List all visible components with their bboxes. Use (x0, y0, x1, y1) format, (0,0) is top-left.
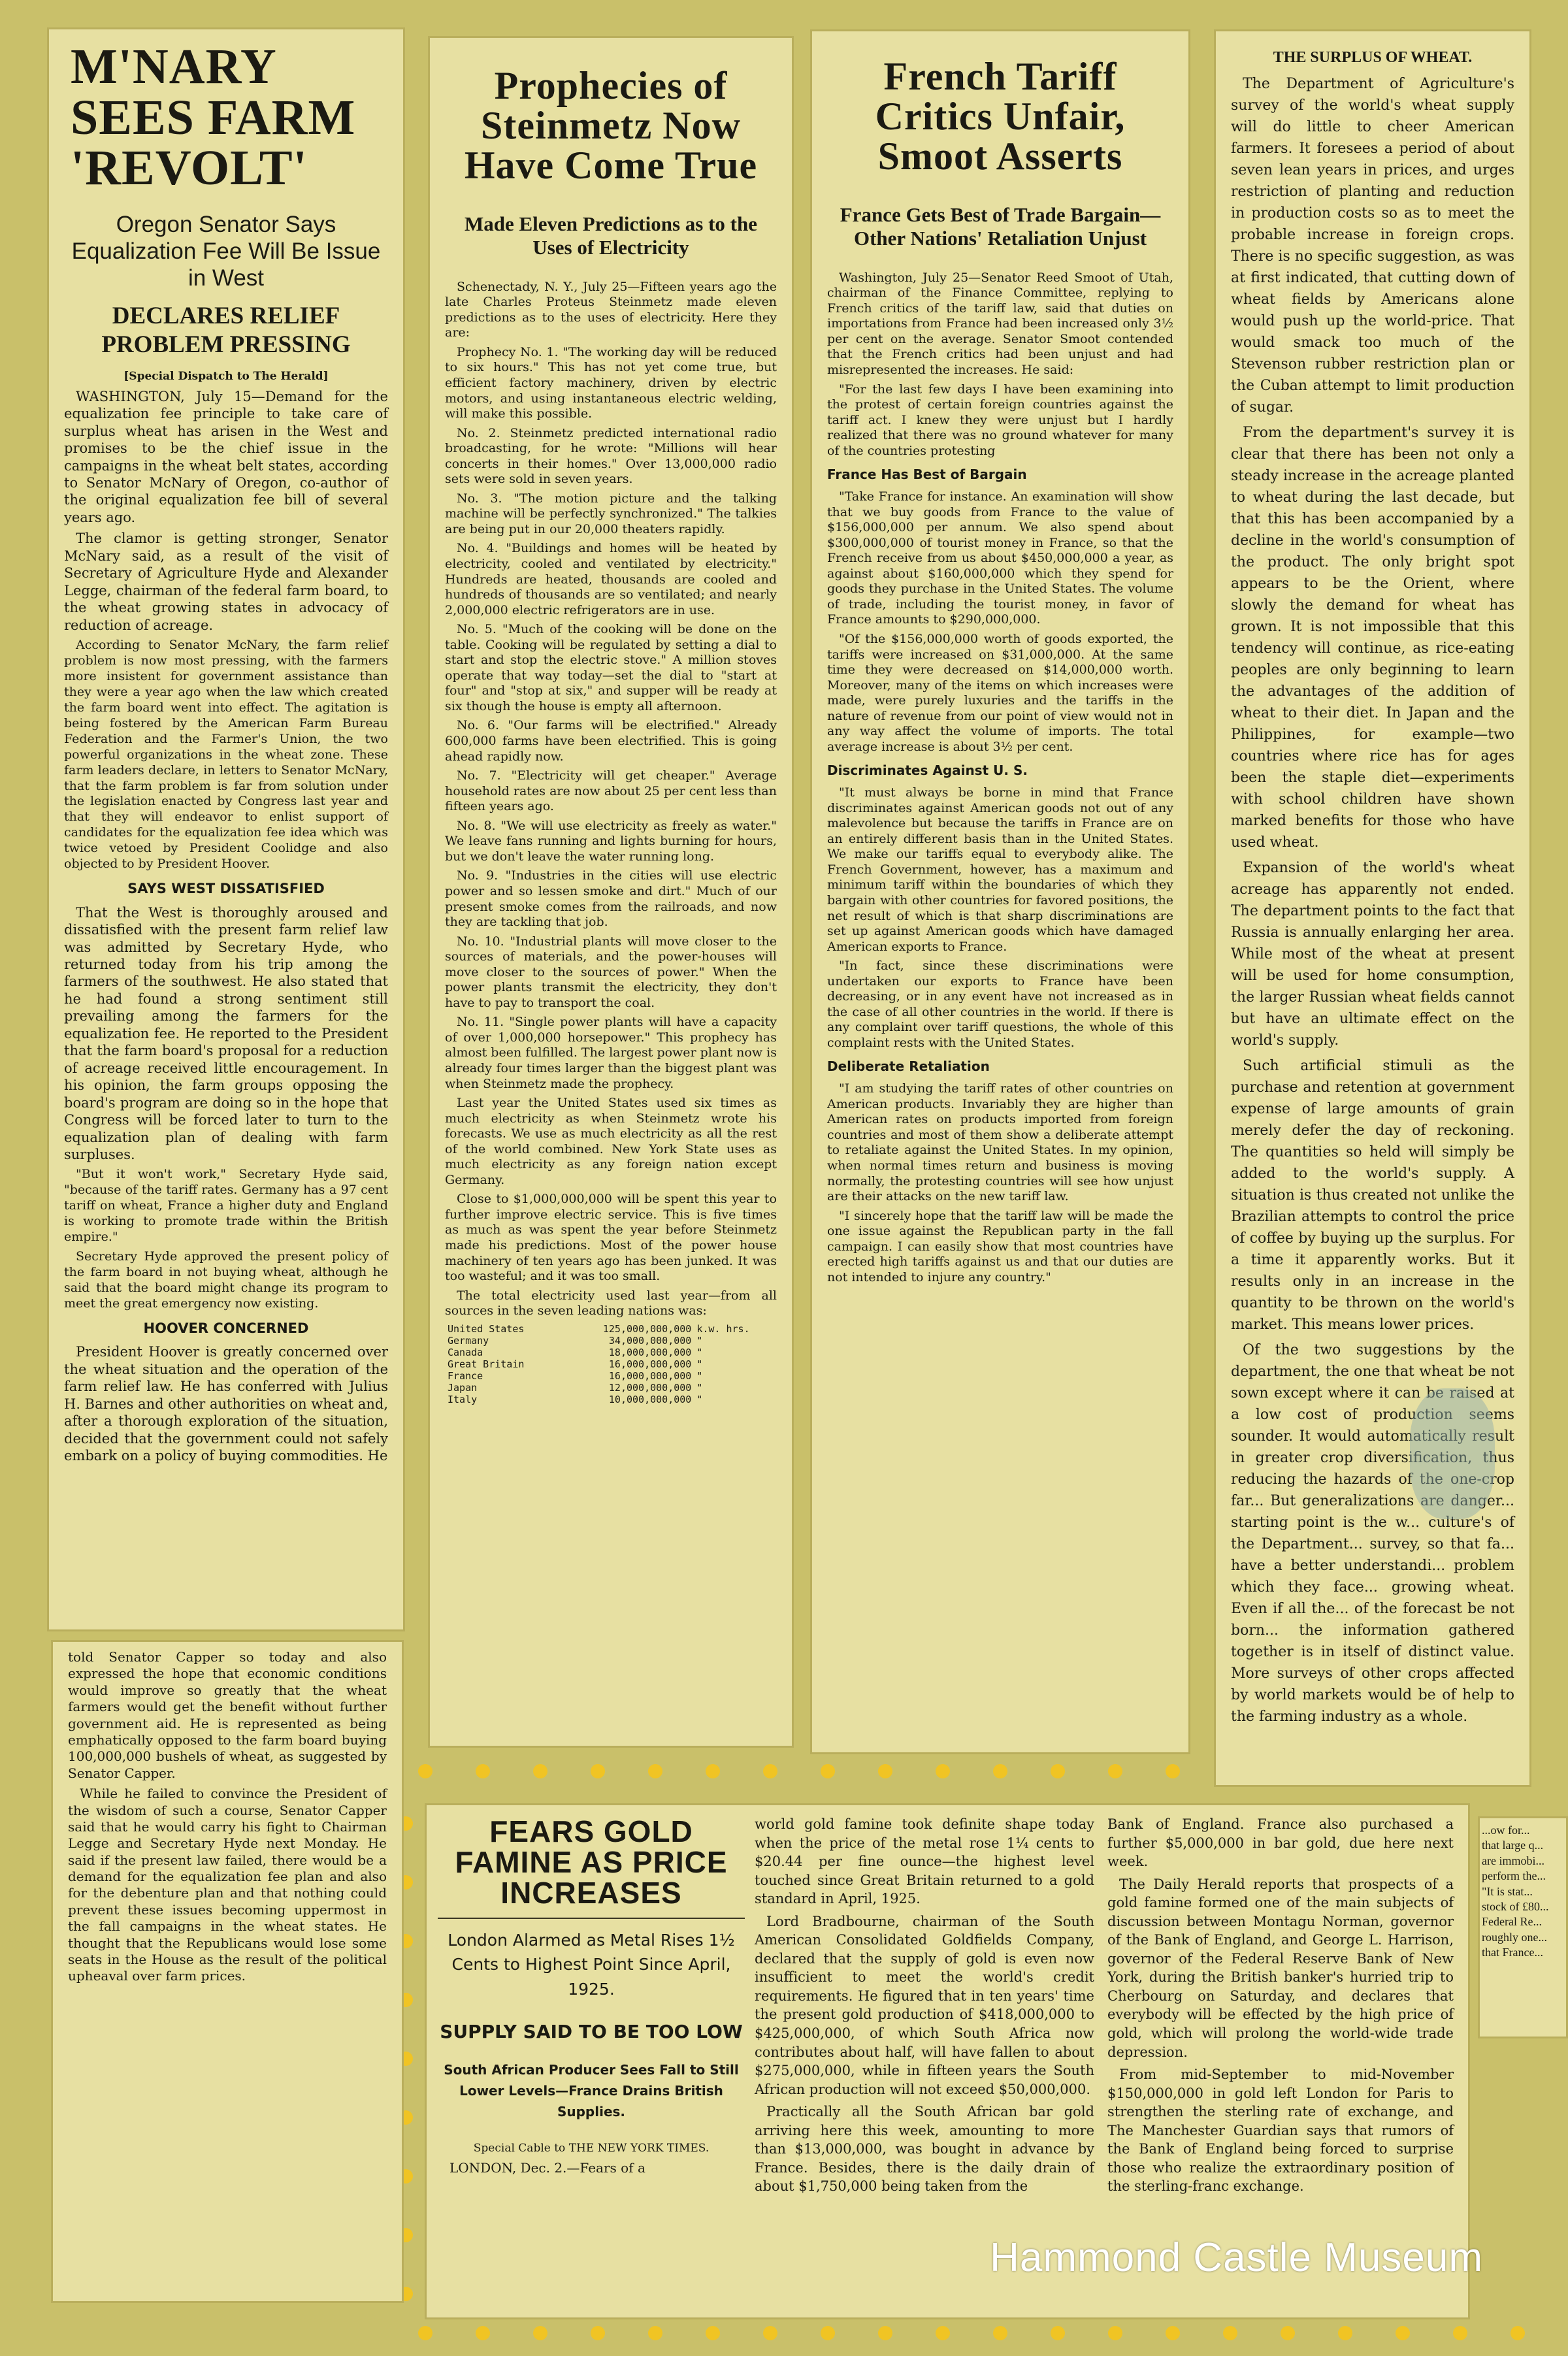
decorative-dot (1223, 2326, 1237, 2340)
paragraph: Close to $1,000,000,000 will be spent this year to further improve electric service. This is five times as much as was spent the year before Steinmetz made his predictions. Most of the power house machinery of ten years ago has been junked. It was too wasteful; and it was too small. (445, 1192, 777, 1284)
electricity-table (445, 1323, 777, 1405)
paragraph: No. 10. "Industrial plants will move closer to the sources of materials, and the power-houses will move closer to the sources of power." When the power plants transmit the electricity, they don't have to pay to transport the coal. (445, 934, 777, 1010)
paragraph: Bank of England. France also purchased a further $5,000,000 in bar gold, due here next week. (1107, 1816, 1454, 1870)
fragment-line: that France... (1482, 1946, 1543, 1959)
paragraph: No. 5. "Much of the cooking will be done on the table. Cooking will be regulated by setting a dial to start and stop the electric stove." A million stoves operate that way today—set the dial to "start at four" and "stop at six," and supper will be ready at six though the house is empty all afternoon. (445, 622, 777, 713)
decorative-dot (476, 1764, 490, 1778)
paragraph: "Take France for instance. An examination will show that we buy goods from France to the value of $156,000,000 per annum. We also spend about $300,000,000 of tourist money in France, so that the French receive from us about $450,000,000 a year, as against about $160,000,000 which they spend for goods they purchase in the United States. The volume of trade, including the tourist money, in favor of France amounts to $290,000,000. (827, 489, 1173, 627)
paragraph: "It must always be borne in mind that France discriminates against American goods not out of any malevolence but because the tariffs in France are on an entirely different basis than in the United States. We make our tariffs equal to everybody alike. The French Government, however, has a maximum and minimum tariff within the boundaries of which they bargain with other countries for favored positions, the net result of which is that sharp discriminations are set up against American goods which have damaged American exports to France. (827, 785, 1173, 954)
paragraph: Schenectady, N. Y., July 25—Fifteen years ago the late Charles Proteus Steinmetz made eleven predictions as to the uses of electricity. Here they are: (445, 279, 777, 340)
table-row: France 16,000,000,000 " (448, 1369, 703, 1382)
decorative-dot (1396, 2326, 1410, 2340)
paragraph: President Hoover is greatly concerned over the wheat situation and the operation of the farm relief law. He has conferred with Julius H. Barnes and other authorities on wheat and, after a thorough exploration of the situation, decided that the government could not safely embark on a policy of buying commodities. He (64, 1344, 388, 1464)
paragraph: No. 11. "Single power plants will have a capacity of over 1,000,000 horsepower." This prophecy has almost been fulfilled. The largest power plant now is already four times larger than the biggest plant was when Steinmetz made the prophecy. (445, 1015, 777, 1091)
paragraph: Practically all the South African bar gold arriving here this week, amounting to more than $13,000,000, was bought in advance by France. Besides, there is the daily drain of about $1,750,000 being taken from the (755, 2104, 1094, 2195)
paragraph: "In fact, since these discriminations were undertaken our exports to France have been decreasing, or in any event have not increased as in the case of all other countries in the world. If there is any complaint over tariff questions, the whole of this complaint rests with the United States. (827, 958, 1173, 1050)
fragment-line: are immobi... (1482, 1854, 1544, 1867)
article-steinmetz (428, 36, 794, 1748)
decorative-dot (821, 2326, 835, 2340)
decorative-dot (1051, 1764, 1065, 1778)
table-row: Japan 12,000,000,000 " (448, 1381, 703, 1394)
paragraph: No. 8. "We will use electricity as freely as water." We leave fans running and lights burning for hours, but we don't leave the water running long. (445, 818, 777, 864)
paragraph: "Of the $156,000,000 worth of goods exported, the tariffs were increased on $31,000,000. At the same time they were decreased on $14,000,000 worth. Moreover, many of the items on which increases were made, were purely luxuries and the tariffs in the nature of revenue from our point of view would not in any way affect the volume of imports. The total average increase is about 3½ per cent. (827, 632, 1173, 754)
section-heading: HOOVER CONCERNED (143, 1320, 309, 1336)
deck: France Gets Best of Trade Bargain—Other Nations' Retaliation Unjust (840, 203, 1161, 250)
paragraph: From mid-September to mid-November $150,000,000 in gold left London for Paris to strengthen the sterling rate of exchange, and The Manchester Guardian says that rumors of the Bank of England being forced to surprise those who realize the extraordinary position of the sterling-franc exchange. (1107, 2067, 1454, 2195)
paragraph: "For the last few days I have been examining into the protest of certain foreign countries against the tariff act. I knew they were unjust but I hardly realized that there was no ground whatever for many of the countries protesting (827, 382, 1173, 458)
deck-3: South African Producer Sees Fall to Still Lower Levels—France Drains British Supplies. (444, 2062, 739, 2120)
decorative-dot (648, 1764, 662, 1778)
section-heading: France Has Best of Bargain (827, 466, 1027, 483)
decorative-dot (533, 2326, 547, 2340)
article-wheat (1214, 29, 1531, 1787)
fragment-line: "It is stat... (1482, 1884, 1533, 1898)
decorative-dot (1281, 2326, 1295, 2340)
fragment-line: stock of £80... (1482, 1899, 1549, 1913)
article-mcnary-continued (51, 1640, 404, 2303)
headline: THE SURPLUS OF WHEAT. (1273, 49, 1473, 66)
watermark: Hammond Castle Museum (990, 2235, 1483, 2280)
paragraph: No. 2. Steinmetz predicted international radio broadcasting, for he wrote: "Millions will hear concerts in their homes." Over 13,000,000 radio sets were sold in seven years. (445, 425, 777, 487)
subhead: DECLARES RELIEF PROBLEM PRESSING (101, 303, 351, 359)
paragraph: From the department's survey it is clear that there has been not only a steady increase in the acreage planted to wheat during the last decade, but that this has been accompanied by a decline in the world's consumption of the product. The only bright spot appears to be the Orient, where slowly the demand for wheat has grown. It is not impossible that this tendency will continue, as rice-eating peoples are only beginning to learn the advantages of the addition of wheat to their diet. In Japan and the Philippines, for example—two countries where rice has for ages been the staple diet—experiments with school children have shown marked benefits for those who have used wheat. (1231, 425, 1514, 851)
water-stain (1410, 1388, 1495, 1519)
deck: Made Eleven Predictions as to the Uses of Electricity (464, 212, 758, 259)
table-row: Italy 10,000,000,000 " (448, 1393, 703, 1405)
decorative-dot (878, 1764, 892, 1778)
decorative-dot (1166, 2326, 1180, 2340)
decorative-dot (993, 2326, 1007, 2340)
paragraph: No. 4. "Buildings and homes will be heated by electricity, cooled and ventilated by electricity." Hundreds are heated, thousands are cooled and hundreds of thousands are so ventilated; and nearly 2,000,000 electric refrigerators are in use. (445, 541, 777, 617)
headline: Prophecies of Steinmetz Now Have Come True (464, 64, 758, 188)
paragraph: While he failed to convince the President of the wisdom of such a course, Senator Capper said that he would carry his fight to Chairman Legge and Secretary Hyde next Monday. He said if the present law failed, there would be a demand for the equalization fee plan and also for the debenture plan and that nothing could prevent these issues becoming uppermost in the fall campaigns in the wheat states. He thought that the Republicans would lose some seats in the House as the result of the political upheaval over farm prices. (68, 1786, 387, 1984)
paragraph: told Senator Capper so today and also expressed the hope that economic conditions would improve so greatly that the wheat farmers would get the benefit without further government aid. He is represented as being emphatically opposed to the farm board buying 100,000,000 bushels of wheat, as suggested by Senator Capper. (68, 1649, 387, 1781)
headline: FEARS GOLD FAMINE AS PRICE INCREASES (438, 1816, 745, 1919)
paragraph: No. 6. "Our farms will be electrified." Already 600,000 farms have been electrified. This is going ahead rapidly now. (445, 718, 777, 764)
fragment-line: roughly one... (1482, 1930, 1547, 1944)
decorative-dot (763, 2326, 777, 2340)
section-heading: Deliberate Retaliation (827, 1058, 990, 1075)
paragraph: The Daily Herald reports that prospects of a gold famine formed one of the main subjects of discussion between Montagu Norman, governor of the Bank of England, and George L. Harrison, governor of the Federal Reserve Bank of New York, during the British banker's hurried trip to Cherbourg on Saturday, and declares that everybody will be effected by the high price of gold, which will prolong the world-wide trade depression. (1107, 1876, 1454, 2060)
table-row: Great Britain 16,000,000,000 " (448, 1358, 703, 1370)
dispatch-line: [Special Dispatch to The Herald] (123, 369, 329, 383)
article-fragment (1478, 1816, 1568, 2038)
decorative-dot (821, 1764, 835, 1778)
paragraph: "I am studying the tariff rates of other countries on American products. Invariably they are higher than American rates on products imported from foreign countries and most of them show a deliberate attempt to retaliate against the United States. In my opinion, when normal times return and business is moving normally, the protesting countries will see how unjust are their attacks on the new tariff law. (827, 1081, 1173, 1204)
paragraph: Expansion of the world's wheat acreage has apparently not ended. The department points to the fact that Russia is annually enlarging her area. While most of the wheat at present will be used for home consumption, the larger Russian wheat fields cannot but have an ultimate effect on the world's supply. (1231, 860, 1514, 1049)
paragraph: The clamor is getting stronger, Senator McNary said, as a result of the visit of Secretary of Agriculture Hyde and Alexander Legge, chairman of the federal farm board, to the wheat growing states in advocacy of reduction of acreage. (64, 531, 388, 633)
fragment-line: ...ow for... (1482, 1824, 1530, 1837)
decorative-dot (591, 2326, 605, 2340)
paragraph: Last year the United States used six times as much electricity as when Steinmetz wrote his forecasts. We use as much electricity as all the rest of the world combined. New York State uses as much electricity as any foreign nation except Germany. (445, 1096, 777, 1187)
decorative-dot (1166, 1764, 1180, 1778)
paragraph: According to Senator McNary, the farm relief problem is now most pressing, with the farmers more insistent for government assistance than they were a year ago when the law which created the farm board went into effect. The agitation is being fostered by the American Farm Bureau Federation and the Farmer's Union, the two powerful organizations in the wheat zone. These farm leaders declare, in letters to Senator McNary, that the farm problem is far from solution under the legislation enacted by Congress last year and that they will endeavor to enlist support of candidates for the equalization fee idea which was twice vetoed by President Coolidge and also objected to by President Hoover. (64, 638, 388, 872)
paragraph: Prophecy No. 1. "The working day will be reduced to six hours." This has not yet come true, but efficient factory machinery, driven by electric motors, and using instantaneous electric welding, will make this possible. (445, 344, 777, 421)
decorative-dot (418, 2326, 433, 2340)
paragraph: Lord Bradbourne, chairman of the South American Consolidated Goldfields Company, declared that the supply of gold is even now insufficient to meet the world's credit requirements. He figured that in ten years' time the present gold production of $418,000,000 to $425,000,000, of which South Africa now contributes about half, will have fallen to about $275,000,000, while in fifteen years the South African production will not exceed $50,000,000. (755, 1913, 1094, 2097)
deck: Oregon Senator Says Equalization Fee Will Be Issue in West (71, 211, 381, 291)
section-heading: Discriminates Against U. S. (827, 762, 1028, 779)
decorative-dot (1453, 2326, 1467, 2340)
fragment-line: that large q... (1482, 1839, 1544, 1852)
decorative-dot (993, 1764, 1007, 1778)
article-smoot (810, 29, 1190, 1754)
headline: French Tariff Critics Unfair, Smoot Asserts (875, 55, 1126, 178)
paragraph: No. 9. "Industries in the cities will use electric power and so lessen smoke and dirt." Much of our present smoke comes from the railroads, and now they are tackling that job. (445, 868, 777, 930)
decorative-dot (936, 2326, 950, 2340)
decorative-dot (476, 2326, 490, 2340)
paragraph: Of the two suggestions by the department, the one that wheat be not sown except where it can be raised at a low cost of production seems sounder. It would automatically result in greater crop diversification, thus reducing the hazards of the one-crop far... But generalizations are danger... starting point is the w... culture's of the Department... survey, so that fa... have a better understandi... problem which they face... growing wheat. Even if all the... of the forecast be not born... the information gathered together is in itself of distinct value. More surveys of other crops affected by world markets would be of help to the farming industry as a whole. (1231, 1342, 1514, 1725)
table-row: Canada 18,000,000,000 " (448, 1346, 703, 1358)
decorative-dot (1511, 2326, 1525, 2340)
paragraph: LONDON, Dec. 2.—Fears of a (449, 2160, 645, 2176)
paragraph: No. 7. "Electricity will get cheaper." Average household rates are now about 25 per cent less than fifteen years ago. (445, 768, 777, 814)
decorative-dot (1108, 1764, 1122, 1778)
paragraph: The total electricity used last year—from all sources in the seven leading nations was: (445, 1288, 777, 1318)
decorative-dot (706, 1764, 720, 1778)
section-heading: SAYS WEST DISSATISFIED (127, 881, 325, 897)
fragment-line: Federal Re... (1482, 1915, 1542, 1929)
decorative-dot (591, 1764, 605, 1778)
decorative-dot (1051, 2326, 1065, 2340)
decorative-dot (1338, 2326, 1352, 2340)
decorative-dot (763, 1764, 777, 1778)
decorative-dot (1108, 2326, 1122, 2340)
decorative-dot (648, 2326, 662, 2340)
fragment-line: perform the... (1482, 1869, 1546, 1883)
paragraph: Secretary Hyde approved the present policy of the farm board in not buying wheat, although he said that the board might change its program to meet the great emergency now existing. (64, 1249, 388, 1311)
decorative-dot (533, 1764, 547, 1778)
deck-1: London Alarmed as Metal Rises 1½ Cents to Highest Point Since April, 1925. (448, 1930, 735, 1999)
table-row: Germany 34,000,000,000 " (448, 1334, 703, 1347)
headline: M'NARY SEES FARM 'REVOLT' (71, 39, 356, 196)
paragraph: world gold famine took definite shape today when the price of the metal rose 1¼ cents to $20.44 per fine ounce—the highest level touched since Great Britain returned to a gold standard in April, 1925. (755, 1816, 1094, 1907)
paragraph: WASHINGTON, July 15—Demand for the equalization fee principle to take care of surplus wheat has arisen in the West and promises to be the chief issue in the campaigns in the wheat belt states, according to Senator McNary of Oregon, co-author of the original equalization fee bill of several years ago. (64, 388, 388, 525)
deck-2: SUPPLY SAID TO BE TOO LOW (440, 2021, 743, 2043)
paragraph: That the West is thoroughly aroused and dissatisfied with the present farm relief law was admitted by Secretary Hyde, who returned today from his trip among the farmers of the southwest. He also stated that he had found a strong sentiment still prevailing among the farmers for the equalization fee. He reported to the President that the farm board's proposal for a reduction of acreage received little encouragement. In his opinion, the farm groups opposing the board's program are doing so in the hope that Congress will be forced later to turn to the equalization plan of dealing with farm surpluses. (64, 904, 388, 1162)
paragraph: "I sincerely hope that the tariff law will be made the one issue against the Republican party in the fall campaign. I can easily show that most countries have erected high tariffs against us and that our duties are not intended to injure any country." (827, 1208, 1173, 1284)
decorative-dot (418, 1764, 433, 1778)
paragraph: Washington, July 25—Senator Reed Smoot of Utah, chairman of the Finance Committee, replying to French critics of the tariff law, said that duties on importations from France had been increased only 3½ per cent on the average. Senator Smoot contended that the French critics had been unjust and had misrepresented the increases. He said: (827, 270, 1173, 377)
article-mcnary (47, 27, 405, 1631)
dispatch-line: Special Cable to THE NEW YORK TIMES. (473, 2142, 710, 2155)
paragraph: Such artificial stimuli as the purchase and retention at government expense of large amounts of grain merely defer the day of reckoning. The quantities so held will simply be added to the world's supply. A situation is thus created not unlike the Brazilian attempts to control the price of coffee by buying up the surplus. For a time it apparently works. But it results only in an increase in the quantity to be thrown on the world's market. This means lower prices. (1231, 1058, 1514, 1333)
decorative-dot (936, 1764, 950, 1778)
table-row: United States 125,000,000,000 k.w. hrs. (448, 1322, 750, 1335)
paragraph: No. 3. "The motion picture and the talking machine will be perfectly synchronized." The talkies are being put in our 20,000 theaters rapidly. (445, 491, 777, 536)
decorative-dot (706, 2326, 720, 2340)
paragraph: "But it won't work," Secretary Hyde said, "because of the tariff rates. Germany has a 97 cent tariff on wheat, France a higher duty and England is working to promote trade within the British empire." (64, 1167, 388, 1245)
paragraph: The Department of Agriculture's survey of the world's wheat supply will do little to cheer American farmers. It foresees a period of about seven lean years in prices, and urges restriction of planting and reduction in production costs so as to meet the probable increase in foreign crops. There is no specific suggestion, as was at first indicated, that cutting down of wheat fields by Americans alone would push up the world-price. That would smack too much of the Stevenson rubber restriction plan or the Cuban attempt to limit production of sugar. (1231, 76, 1514, 416)
decorative-dot (878, 2326, 892, 2340)
